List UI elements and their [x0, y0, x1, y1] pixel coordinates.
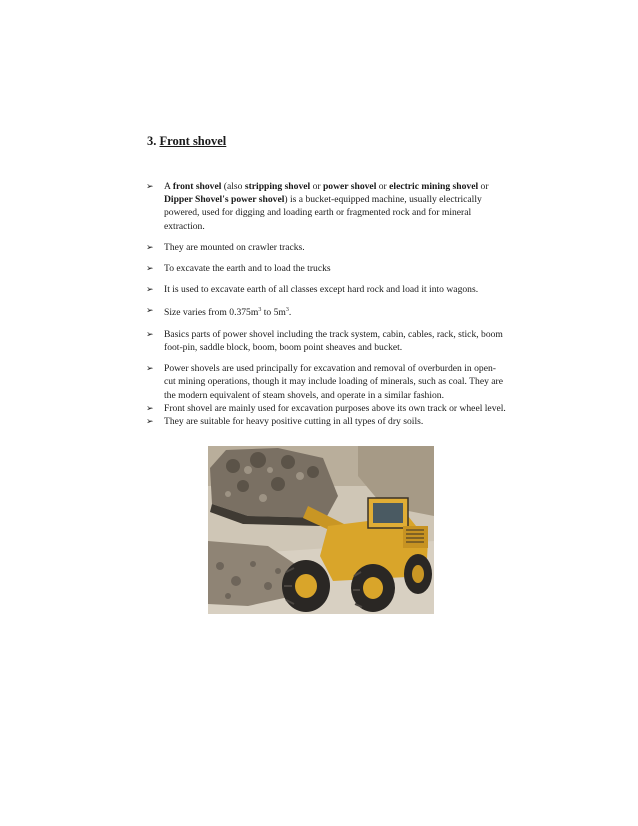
list-item: ➢ Power shovels are used principally for excavation and removal of overburden in open-cut mining operations, though it may include loading of minerals, such as coal. They are the modern equivalent of steam shovels, and operate in a similar fashion. [146, 363, 503, 401]
arrow-bullet-icon: ➢ [146, 328, 154, 339]
section-number: 3. [147, 134, 157, 148]
list-item: ➢ To excavate the earth and to load the trucks [146, 263, 331, 275]
list-item: ➢ Size varies from $0.375m^3$ to $5m^3$. [146, 305, 292, 319]
arrow-bullet-icon: ➢ [146, 305, 154, 316]
wheel-loader-illustration [208, 446, 434, 614]
arrow-bullet-icon: ➢ [146, 284, 154, 295]
list-item: ➢ Front shovel are mainly used for excavation purposes above its own track or wheel level. [146, 402, 506, 414]
list-item: ➢ It is used to excavate earth of all classes except hard rock and load it into wagons. [146, 284, 479, 296]
list-item: ➢ They are mounted on crawler tracks. [146, 241, 305, 253]
arrow-bullet-icon: ➢ [146, 416, 154, 427]
arrow-bullet-icon: ➢ [146, 363, 154, 374]
arrow-bullet-icon: ➢ [146, 263, 154, 274]
arrow-bullet-icon: ➢ [146, 402, 154, 413]
arrow-bullet-icon: ➢ [146, 241, 154, 252]
bullet-list [146, 180, 506, 428]
list-item: ➢ Basics parts of power shovel including the track system, cabin, cables, rack, stick, boom foot-pin, saddle block, boom, boom point sheaves and bucket. [146, 328, 503, 354]
section-heading [147, 134, 226, 149]
section-title: Front shovel [159, 134, 227, 148]
wheel-loader-photo [208, 446, 434, 614]
list-item: ➢ They are suitable for heavy positive cutting in all types of dry soils. [146, 416, 424, 428]
arrow-bullet-icon: ➢ [146, 181, 154, 191]
list-item: ➢ A front shovel (also stripping shovel or power shovel or electric mining shovel or Dipper Shovel's power shovel) is a bucket-equipped machine, usually electrically powered, used for digging and loading earth or fragmented rock and for mineral extraction. [146, 181, 489, 232]
